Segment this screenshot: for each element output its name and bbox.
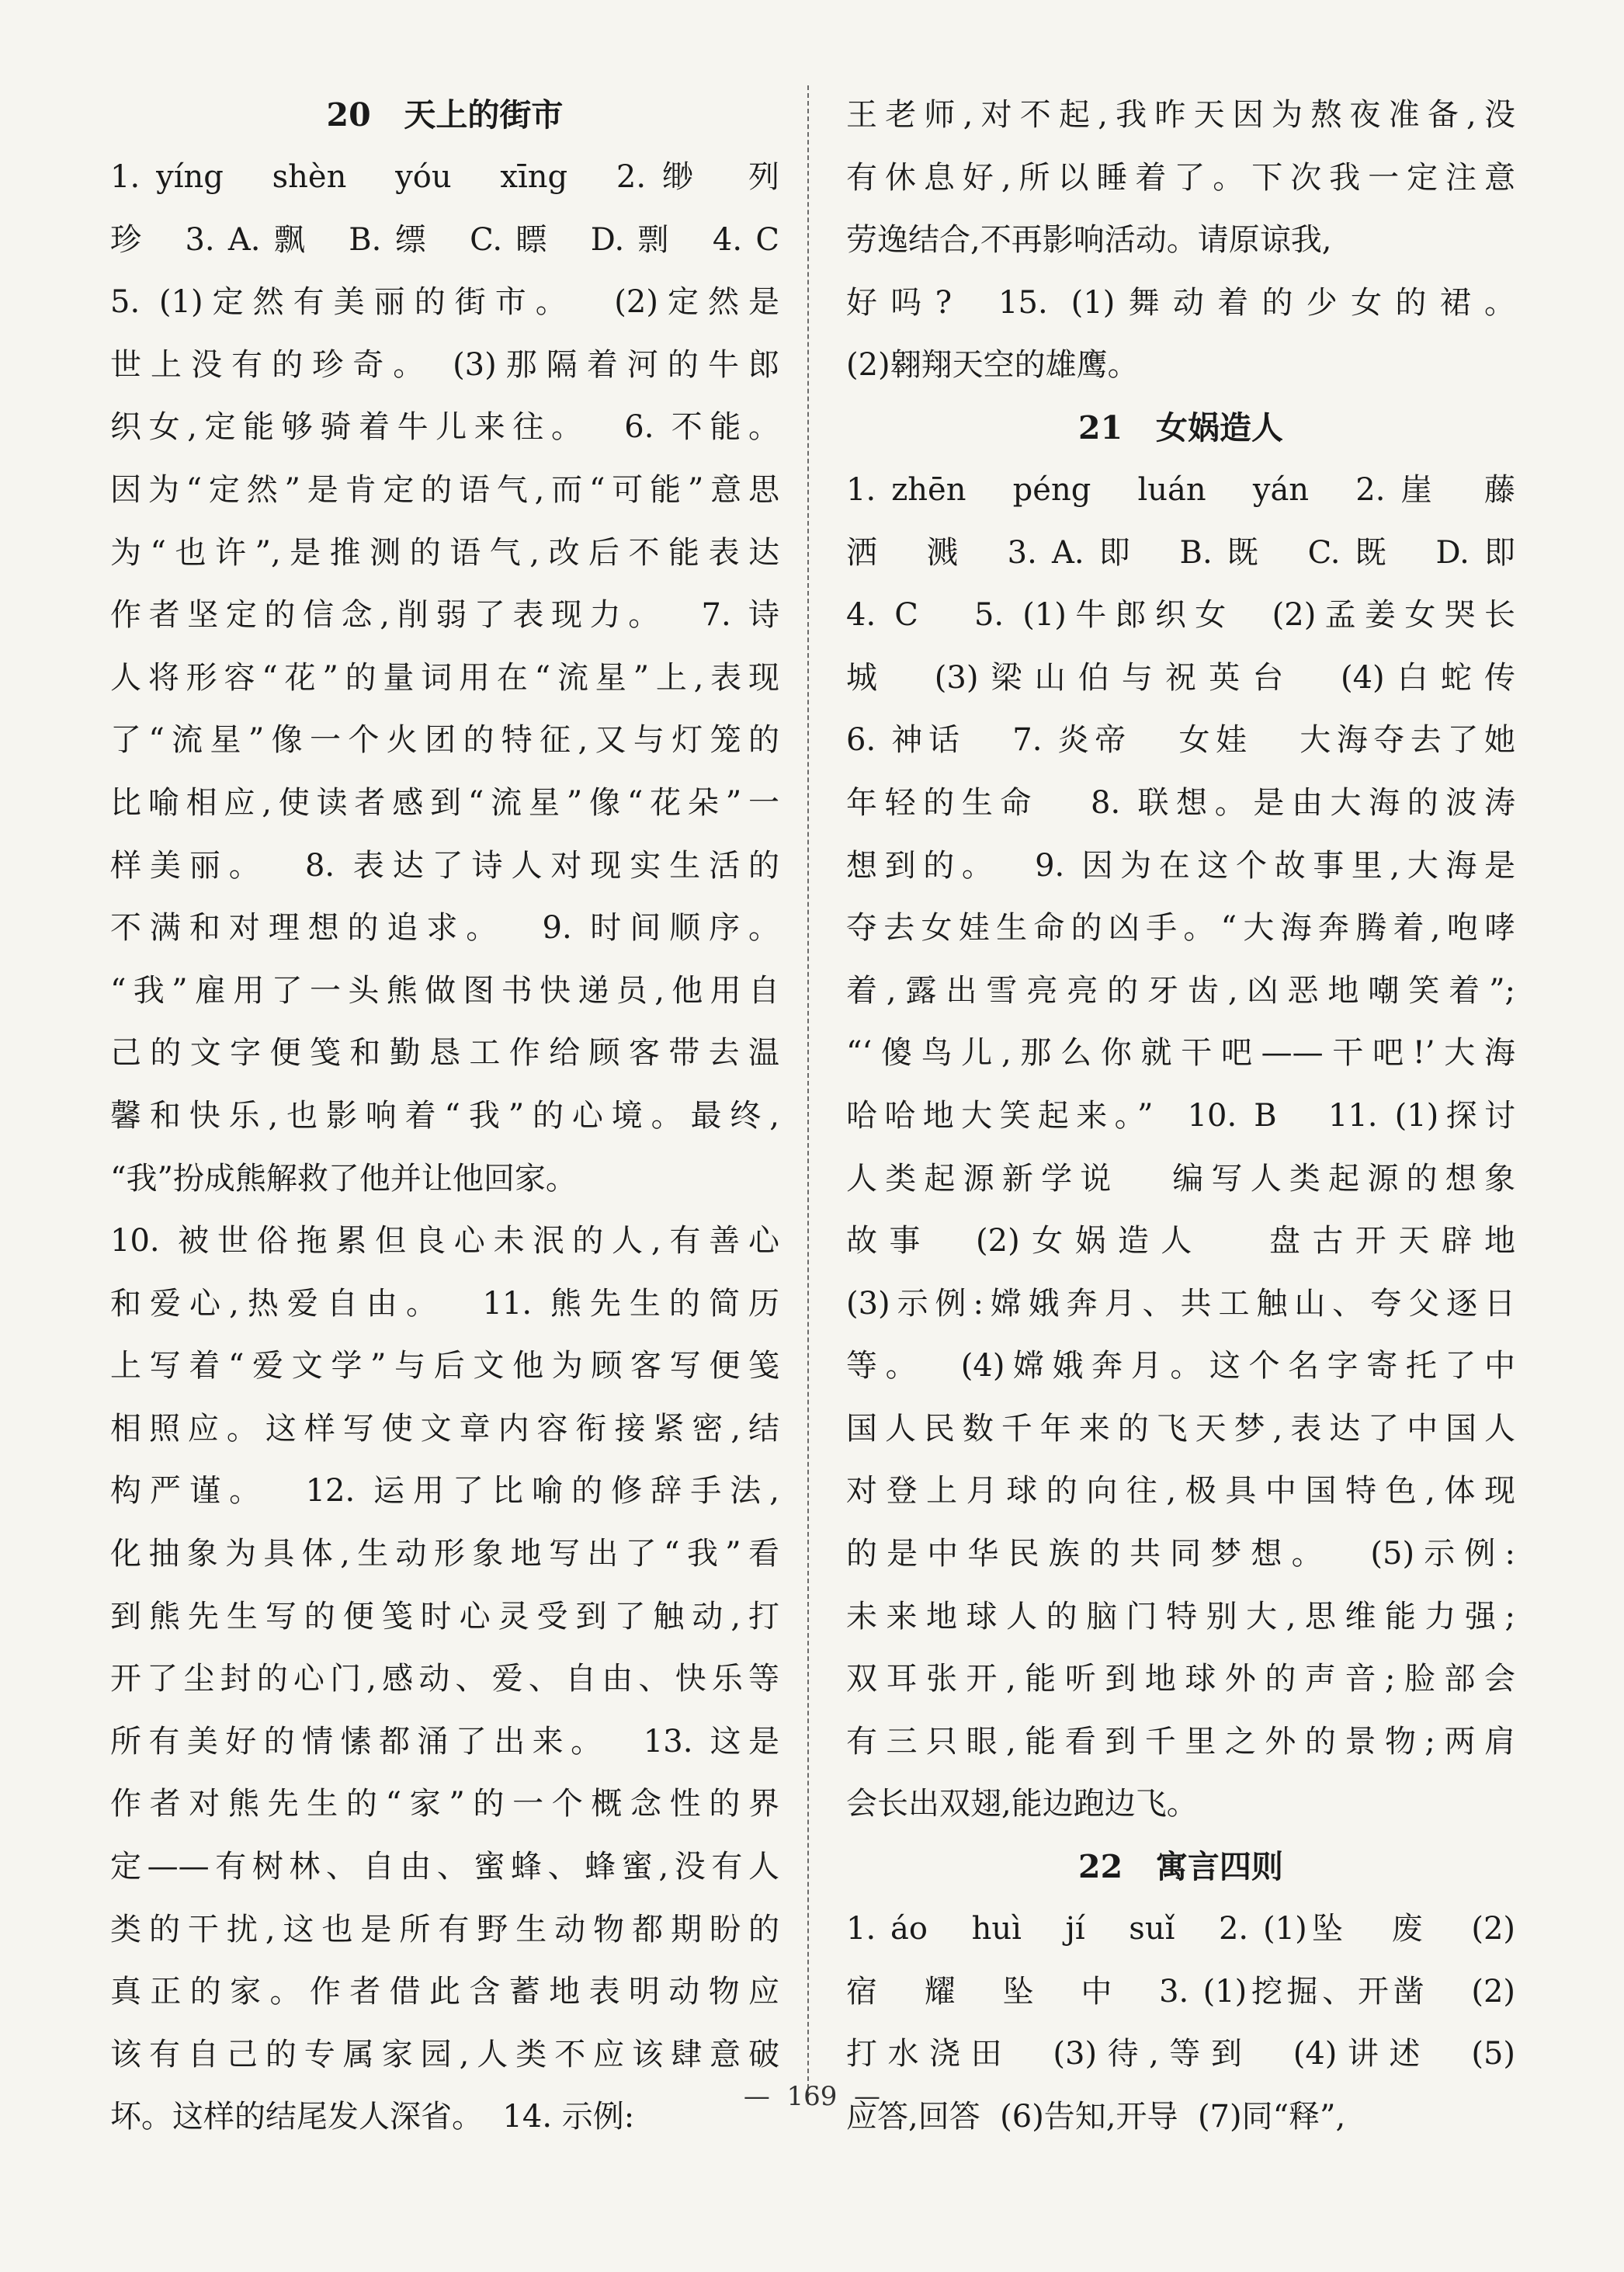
- text-line: 劳逸结合,不再影响活动。请原谅我,: [846, 222, 1332, 259]
- text-line: 珍 3. A. 飘 B. 缥 C. 瞟 D. 剽 4. C: [110, 221, 779, 258]
- text-line: 人将形容“花”的量词用在“流星”上,表现: [110, 659, 779, 696]
- text-line: 王老师,对不起,我昨天因为熬夜准备,没: [846, 97, 1515, 133]
- text-line: 对登上月球的向往,极具中国特色,体现: [846, 1473, 1515, 1509]
- text-line: 该有自己的专属家园,人类不应该肆意破: [110, 2036, 779, 2072]
- right-column: [846, 84, 1515, 2148]
- text-line: 有休息好,所以睡着了。下次我一定注意: [846, 159, 1515, 196]
- section-21-answers: [846, 459, 1515, 1836]
- text-line: 馨和快乐,也影响着“我”的心境。最终,: [110, 1097, 779, 1134]
- text-line: 上写着“爱文学”与后文他为顾客写便笺: [110, 1348, 779, 1384]
- text-line: 应答,回答 (6)告知,开导 (7)同“释”,: [846, 2098, 1346, 2135]
- text-line: 洒 溅 3. A. 即 B. 既 C. 既 D. 即: [846, 534, 1515, 571]
- text-line: 己的文字便笺和勤恳工作给顾客带去温: [110, 1035, 779, 1072]
- text-line: 所有美好的情愫都涌了出来。 13. 这是: [110, 1723, 779, 1760]
- section-title-21: 21 女娲造人: [1078, 408, 1283, 446]
- text-line: 开了尘封的心门,感动、爱、自由、快乐等: [110, 1661, 779, 1697]
- text-line: 人类起源新学说 编写人类起源的想象: [846, 1160, 1515, 1197]
- text-line: 城 (3)梁山伯与祝英台 (4)白蛇传: [846, 659, 1515, 696]
- text-line: “‘傻鸟儿,那么你就干吧——干吧!’大海: [846, 1035, 1515, 1072]
- text-line: 4. C 5. (1)牛郎织女 (2)孟姜女哭长: [846, 597, 1515, 634]
- text-line: 想到的。 9. 因为在这个故事里,大海是: [846, 847, 1515, 884]
- text-line: 了“流星”像一个火团的特征,又与灯笼的: [110, 722, 779, 759]
- text-line: 类的干扰,这也是所有野生动物都期盼的: [110, 1911, 779, 1947]
- text-line: 6. 神话 7. 炎帝 女娃 大海夺去了她: [846, 722, 1515, 759]
- text-line: 织女,定能够骑着牛儿来往。 6. 不能。: [110, 409, 779, 446]
- text-line: 不满和对理想的追求。 9. 时间顺序。: [110, 910, 779, 947]
- text-line: 到熊先生写的便笺时心灵受到了触动,打: [110, 1598, 779, 1635]
- text-line: 等。 (4)嫦娥奔月。这个名字寄托了中: [846, 1348, 1515, 1384]
- text-line: 哈哈地大笑起来。” 10. B 11. (1)探讨: [846, 1097, 1515, 1134]
- text-line: 样美丽。 8. 表达了诗人对现实生活的: [110, 847, 779, 884]
- text-line: 10. 被世俗拖累但良心未泯的人,有善心: [110, 1223, 779, 1259]
- section-title-22: 22 寓言四则: [1078, 1848, 1283, 1886]
- section-20-answers: [110, 146, 779, 2149]
- text-line: (2)翱翔天空的雄鹰。: [846, 347, 1139, 384]
- text-line: 因为“定然”是肯定的语气,而“可能”意思: [110, 471, 779, 508]
- text-line: 为“也许”,是推测的语气,改后不能表达: [110, 534, 779, 571]
- text-line: 相照应。这样写使文章内容衔接紧密,结: [110, 1410, 779, 1447]
- page-number-text: — 169 —: [743, 2081, 881, 2112]
- text-line: 宿 耀 坠 中 3. (1)挖掘、开凿 (2): [846, 1973, 1515, 2010]
- text-line: 有三只眼,能看到千里之外的景物;两肩: [846, 1723, 1515, 1760]
- text-line: 好吗? 15. (1)舞动着的少女的裙。: [846, 284, 1515, 321]
- text-line: 构严谨。 12. 运用了比喻的修辞手法,: [110, 1473, 779, 1509]
- text-line: 年轻的生命 8. 联想。是由大海的波涛: [846, 784, 1515, 821]
- left-column: [110, 84, 779, 2149]
- text-line: 作者对熊先生的“家”的一个概念性的界: [110, 1786, 779, 1822]
- page-number: [0, 2081, 1624, 2112]
- text-line: “我”雇用了一头熊做图书快递员,他用自: [110, 972, 779, 1009]
- text-line: 坏。这样的结尾发人深省。 14. 示例:: [110, 2099, 635, 2135]
- section-title-20: 20 天上的街市: [326, 96, 564, 134]
- text-line: 真正的家。作者借此含蓄地表明动物应: [110, 1974, 779, 2010]
- text-line: 双耳张开,能听到地球外的声音;脸部会: [846, 1661, 1515, 1697]
- text-line: 打水浇田 (3)待,等到 (4)讲述 (5): [846, 2036, 1515, 2072]
- column-divider: [807, 85, 809, 2104]
- text-line: 定——有树林、自由、蜜蜂、蜂蜜,没有人: [110, 1849, 779, 1885]
- text-line: 化抽象为具体,生动形象地写出了“我”看: [110, 1536, 779, 1572]
- text-line: 5. (1)定然有美丽的街市。 (2)定然是: [110, 284, 779, 321]
- text-line: 会长出双翅,能边跑边飞。: [846, 1786, 1198, 1822]
- text-line: 1. yíng shèn yóu xīng 2. 缈 列: [110, 159, 779, 195]
- text-line: 夺去女娃生命的凶手。“大海奔腾着,咆哮: [846, 910, 1515, 947]
- text-line: (3)示例:嫦娥奔月、共工触山、夸父逐日: [846, 1285, 1515, 1322]
- section-20-continued: [846, 84, 1515, 397]
- text-line: 比喻相应,使读者感到“流星”像“花朵”一: [110, 784, 779, 821]
- text-line: 世上没有的珍奇。 (3)那隔着河的牛郎: [110, 346, 779, 383]
- text-line: 故事 (2)女娲造人 盘古开天辟地: [846, 1223, 1515, 1259]
- text-line: 作者坚定的信念,削弱了表现力。 7. 诗: [110, 597, 779, 634]
- text-line: 的是中华民族的共同梦想。 (5)示例:: [846, 1536, 1515, 1572]
- text-line: 和爱心,热爱自由。 11. 熊先生的简历: [110, 1285, 779, 1322]
- text-line: 国人民数千年来的飞天梦,表达了中国人: [846, 1410, 1515, 1447]
- text-line: “我”扮成熊解救了他并让他回家。: [110, 1160, 577, 1197]
- text-line: 着,露出雪亮亮的牙齿,凶恶地嘲笑着”;: [846, 972, 1515, 1009]
- text-line: 未来地球人的脑门特别大,思维能力强;: [846, 1598, 1515, 1635]
- text-line: 1. zhēn péng luán yán 2. 崖 藤: [846, 471, 1515, 508]
- text-line: 1. áo huì jí suǐ 2. (1)坠 废 (2): [846, 1911, 1515, 1947]
